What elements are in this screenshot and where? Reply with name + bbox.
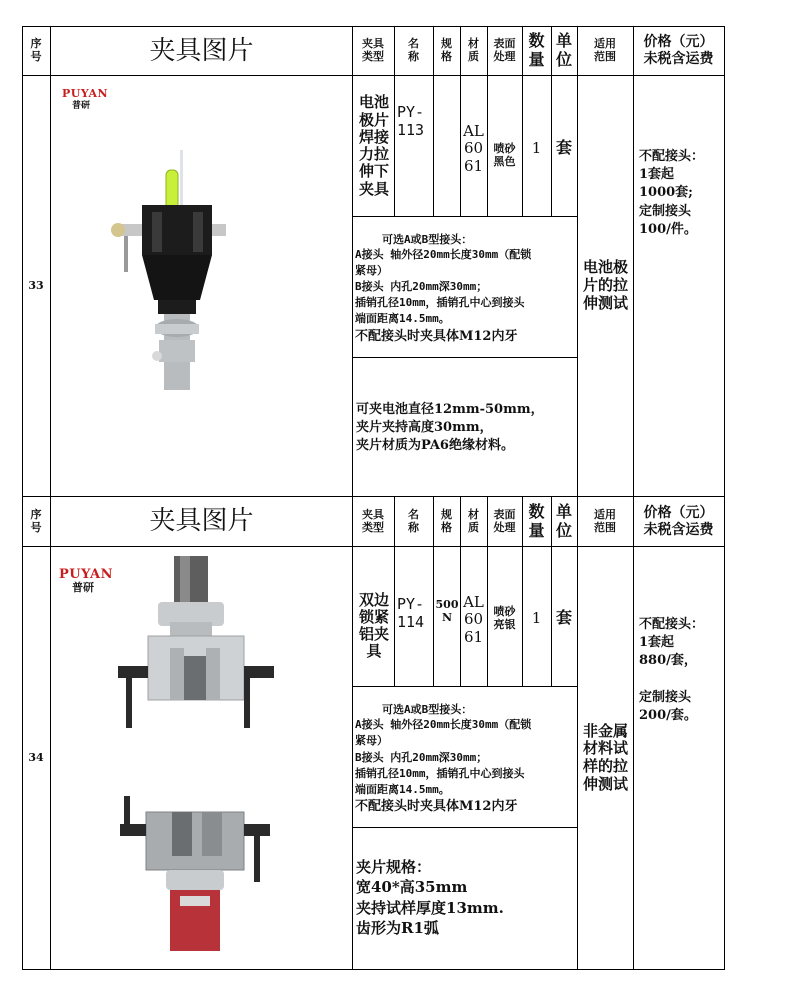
hdr-type: 夹具 类型 bbox=[362, 37, 384, 63]
hdr-material: 材 质 bbox=[468, 37, 479, 63]
row34-name: PY- 114 bbox=[397, 595, 425, 631]
row34-logo-cn: 普研 bbox=[72, 581, 94, 594]
hdr-qty: 数 量 bbox=[528, 31, 545, 69]
row34-spec: 500 N bbox=[435, 598, 459, 624]
row33-material: AL 60 61 bbox=[463, 122, 484, 175]
row34-connector-a: A接头 轴外径20mm长度30mm（配锁 紧母） bbox=[355, 718, 532, 747]
hdr-name: 名 称 bbox=[408, 37, 419, 63]
hdr-unit: 单 位 bbox=[555, 31, 572, 69]
row33-connector-none: 不配接头时夹具体M12内牙 bbox=[355, 329, 518, 344]
row33-price: 不配接头： 1套起 1000套; 定制接头 100/件。 bbox=[639, 149, 705, 237]
row33-name: PY- 113 bbox=[397, 103, 425, 139]
hdr-spec: 规 格 bbox=[441, 37, 452, 63]
hdr2-scope: 适用 范围 bbox=[594, 507, 616, 534]
row34-connector-pin: 插销孔径10mm，插销孔中心到接头 端面距离14.5mm。 bbox=[355, 767, 525, 796]
hdr2-qty: 数 量 bbox=[528, 501, 545, 540]
row33-connector-title: 可选A或B型接头： bbox=[382, 233, 473, 246]
row33-detail: 可夹电池直径12mm-50mm， 夹片夹持高度30mm， 夹片材质为PA6绝缘材料。 bbox=[356, 402, 544, 454]
double-lock-aluminum-fixture-photo bbox=[110, 556, 280, 951]
row34-scope: 非金属 材料试 样的拉 伸测试 bbox=[582, 721, 628, 793]
row34-surface: 喷砂 亮银 bbox=[493, 605, 516, 631]
row33-logo-en: PUYAN bbox=[62, 87, 109, 100]
row33-connector-a: A接头 轴外径20mm长度30mm（配锁 紧母） bbox=[355, 248, 532, 277]
grid-r34-b bbox=[352, 827, 577, 828]
hdr-seq: 序 号 bbox=[30, 37, 42, 63]
row34-connector-b: B接头 内孔20mm深30mm； bbox=[355, 751, 488, 764]
grid-r34-a bbox=[352, 686, 577, 687]
row34-qty: 1 bbox=[531, 609, 542, 627]
row33-qty: 1 bbox=[531, 139, 542, 157]
row34-connector-title: 可选A或B型接头： bbox=[382, 703, 473, 716]
row33-connector-pin: 插销孔径10mm，插销孔中心到接头 端面距离14.5mm。 bbox=[355, 296, 525, 325]
hdr2-unit: 单 位 bbox=[555, 501, 572, 540]
row34-unit: 套 bbox=[555, 608, 572, 627]
hdr-scope: 适用 范围 bbox=[594, 37, 616, 63]
hdr2-price: 价格（元） 未税含运费 bbox=[643, 504, 714, 538]
hdr2-surface: 表面 处理 bbox=[493, 507, 516, 534]
row34-detail: 夹片规格： 宽40*高35mm 夹持试样厚度13mm. 齿形为R1弧 bbox=[356, 858, 504, 937]
row33-seq: 33 bbox=[28, 278, 44, 292]
hdr2-type: 夹具 类型 bbox=[362, 507, 384, 534]
grid-bottom bbox=[22, 969, 725, 970]
row33-surface: 喷砂 黑色 bbox=[493, 142, 516, 168]
row34-seq: 34 bbox=[28, 750, 44, 764]
row33-unit: 套 bbox=[555, 138, 572, 157]
hdr2-spec: 规 格 bbox=[441, 507, 452, 534]
row34-connector-none: 不配接头时夹具体M12内牙 bbox=[355, 799, 518, 814]
row34-price: 不配接头： 1套起 880/套， 定制接头 200/套。 bbox=[639, 617, 705, 723]
hdr-price: 价格（元） 未税含运费 bbox=[643, 34, 714, 67]
grid-r33-b bbox=[352, 357, 577, 358]
row34-material: AL 60 61 bbox=[463, 593, 484, 646]
hdr-surface: 表面 处理 bbox=[493, 37, 516, 63]
hdr2-name: 名 称 bbox=[408, 507, 419, 534]
grid-right bbox=[724, 26, 725, 970]
row34-type: 双边 锁紧 铝夹 具 bbox=[358, 590, 389, 661]
row33-scope: 电池极 片的拉 伸测试 bbox=[582, 258, 628, 312]
hdr2-material: 材 质 bbox=[468, 507, 479, 534]
row33-connector-b: B接头 内孔20mm深30mm； bbox=[355, 280, 488, 293]
battery-tab-fixture-photo bbox=[100, 150, 240, 390]
row34-logo-en: PUYAN bbox=[59, 567, 114, 582]
hdr2-image: 夹具图片 bbox=[149, 506, 254, 537]
row33-type: 电池 极片 焊接 力拉 伸下 夹具 bbox=[358, 93, 389, 198]
grid-r33-a bbox=[352, 216, 577, 217]
hdr-image: 夹具图片 bbox=[149, 35, 254, 66]
row33-logo-cn: 普研 bbox=[72, 101, 91, 111]
hdr2-seq: 序 号 bbox=[30, 507, 42, 534]
